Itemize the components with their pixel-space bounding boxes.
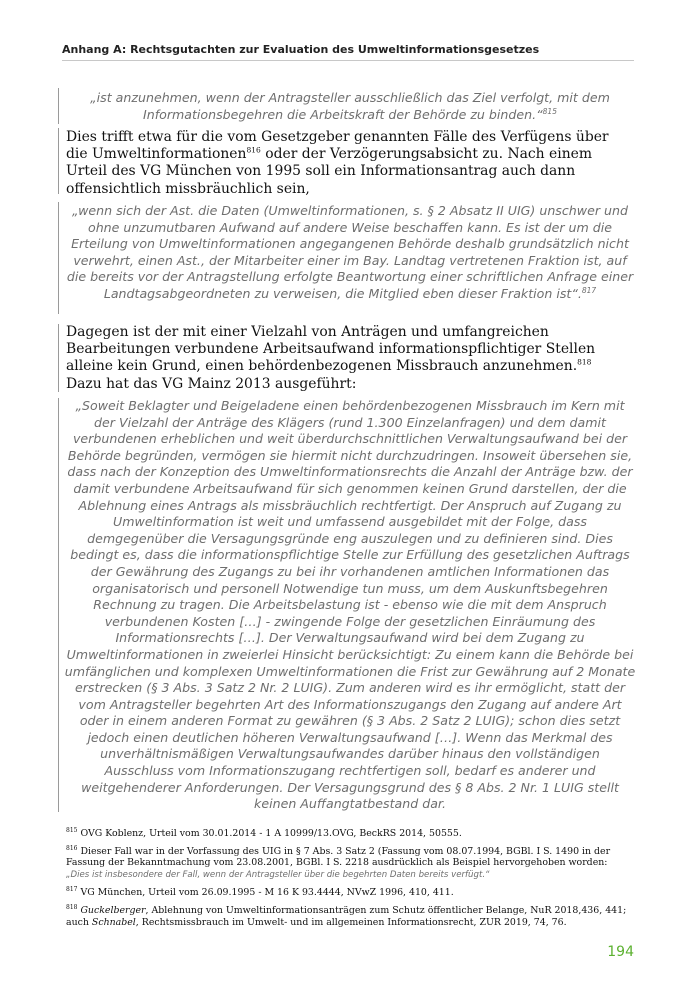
footnote-816: $^{816}$ Dieser Fall war in der Vorfassung des UIG in § 7 Abs. 3 Satz 2 (Fassung vom 08.07.1994, BGBl. I S. 1490 in der Fassung der Bekanntmachung vom 23.08.2001, BGBl. I S. 2218 ausdrücklich als Beispiel hervorgehoben worden: „Dies ist insbesondere der Fall, wenn der Antragsteller über die begehrten Daten bereits verfügt.“: [66, 844, 611, 880]
footnote-ref[interactable]: 817: [581, 285, 597, 295]
footnote-815: $^{815}$ OVG Koblenz, Urteil vom 30.01.2014 - 1 A 10999/13.OVG, BeckRS 2014, 50555.: [66, 826, 462, 839]
footnote-817: $^{817}$ VG München, Urteil vom 26.09.1995 - M 16 K 93.4444, NVwZ 1996, 410, 411.: [66, 886, 454, 899]
footnote-818: $^{818}$ Guckelberger, Ablehnung von Umweltinformationsanträgen zum Schutz öffentlicher Belange, NuR 2018,436, 441; auch Schnabel, Rechtsmissbrauch im Umwelt- und im allgemeinen Informationsrecht, ZUR 2019, 74, 76.: [66, 903, 627, 928]
footnote-quote: „Dies ist insbesondere der Fall, wenn der Antragsteller über die begehrten Daten bereits verfügt.“: [66, 869, 490, 880]
block-quote-2: „wenn sich der Ast. die Daten (Umweltinformationen, s. § 2 Absatz II UIG) unschwer und ohne unzumutbaren Aufwand auf andere Weise beschaffen kann. Es ist der um die Erteilung von Umweltinformationen angegangenen Behörde deshalb grundsätzlich nicht verwehrt, einen Ast., der Mitarbeiter einer im Bay. Landtag vertretenen Fraktion ist, auf die bereits vor der Antragstellung erfolgte Beantwortung einer schriftlichen Anfrage einer Landtagsabgeordneten zu verweisen, die Mitglied eben dieser Fraktion ist“.$^{817}$: [66, 203, 634, 301]
change-bar: [58, 324, 59, 392]
page-number: 194: [607, 944, 634, 960]
change-bar: [58, 128, 59, 194]
paragraph-1: Dies trifft etwa für die vom Gesetzgeber genannten Fälle des Verfügens über die Umweltinformationen$^{816}$ oder der Verzögerungsabsicht zu. Nach einem Urteil des VG München von 1995 soll ein Informationsantrag auch dann offensichtlich missbräuchlich sein,: [66, 129, 609, 197]
block-quote-1: „ist anzunehmen, wenn der Antragsteller ausschließlich das Ziel verfolgt, mit dem Informationsbegehren die Arbeitskraft der Behörde zu binden.“$^{815}$: [90, 90, 610, 122]
quote-bar: [58, 88, 59, 124]
footnote-ref[interactable]: 815: [542, 106, 557, 116]
footnote-ref[interactable]: 818: [577, 357, 592, 367]
quote-bar: [58, 398, 59, 812]
footnotes: [66, 828, 638, 934]
block-quote-3: „Soweit Beklagter und Beigeladene einen behördenbezogenen Missbrauch im Kern mit der Vielzahl der Anträge des Klägers (rund 1.300 Einzelanfragen) und dem damit verbundenen erheblichen und weit überdurchschnittlichen Verwaltungsaufwand bei der Behörde begründen, vermögen sie hiermit nicht durchzudringen. Insoweit übersehen sie, dass nach der Konzeption des Umweltinformationsrechts die Anzahl der Anträge bzw. der damit verbundene Arbeitsaufwand für sich genommen keinen Grund darstellen, der die Ablehnung eines Antrags als missbräuchlich rechtfertigt. Der Anspruch auf Zugang zu Umweltinformation ist weit und umfassend ausgebildet mit der Folge, dass demgegenüber die Versagungsgründe eng auszulegen und zu definieren sind. Dies bedingt es, dass die informationspflichtige Stelle zur Erfüllung des gesetzlichen Auftrags der Gewährung des Zugangs zu bei ihr vorhandenen amtlichen Informationen das organisatorisch und personell Notwendige tun muss, um dem Auskunftsbegehren Rechnung zu tragen. Die Arbeitsbelastung ist - ebenso wie die mit dem Anspruch verbundenen Kosten […] - zwingende Folge der gesetzlichen Einräumung des Informationsrechts […]. Der Verwaltungsaufwand wird bei dem Zugang zu Umweltinformationen in zweierlei Hinsicht berücksichtigt: Zu einem kann die Behörde bei umfänglichen und komplexen Umweltinformationen die Frist zur Gewährung auf 2 Monate erstrecken (§ 3 Abs. 3 Satz 2 Nr. 2 LUIG). Zum anderen wird es ihr ermöglicht, statt der vom Antragsteller begehrten Art des Informationszugangs den Zugang auf andere Art oder in einem anderen Format zu gewähren (§ 3 Abs. 2 Satz 2 LUIG); schon dies setzt jedoch einen deutlichen höheren Verwaltungsaufwand […]. Wenn das Merkmal des unverhältnismäßigen Verwaltungsaufwandes darüber hinaus den vollständigen Ausschluss vom Informationszugang rechtfertigen soll, bedarf es anderer und weitgehenderer Anforderungen. Der Versagungsgrund des § 8 Abs. 2 Nr. 1 LUIG stellt keinen Auffangtatbestand dar.: [64, 398, 636, 812]
paragraph-2: Dagegen ist der mit einer Vielzahl von Anträgen und umfangreichen Bearbeitungen verbundene Arbeitsaufwand informationspflichtiger Stellen alleine kein Grund, einen behördenbezogenen Missbrauch anzunehmen.$^{818}$ Dazu hat das VG Mainz 2013 ausgeführt:: [66, 324, 596, 392]
footnote-ref[interactable]: 816: [246, 145, 261, 155]
page-header: Anhang A: Rechtsgutachten zur Evaluation des Umweltinformationsgesetzes: [62, 43, 634, 61]
quote-bar: [58, 202, 59, 314]
